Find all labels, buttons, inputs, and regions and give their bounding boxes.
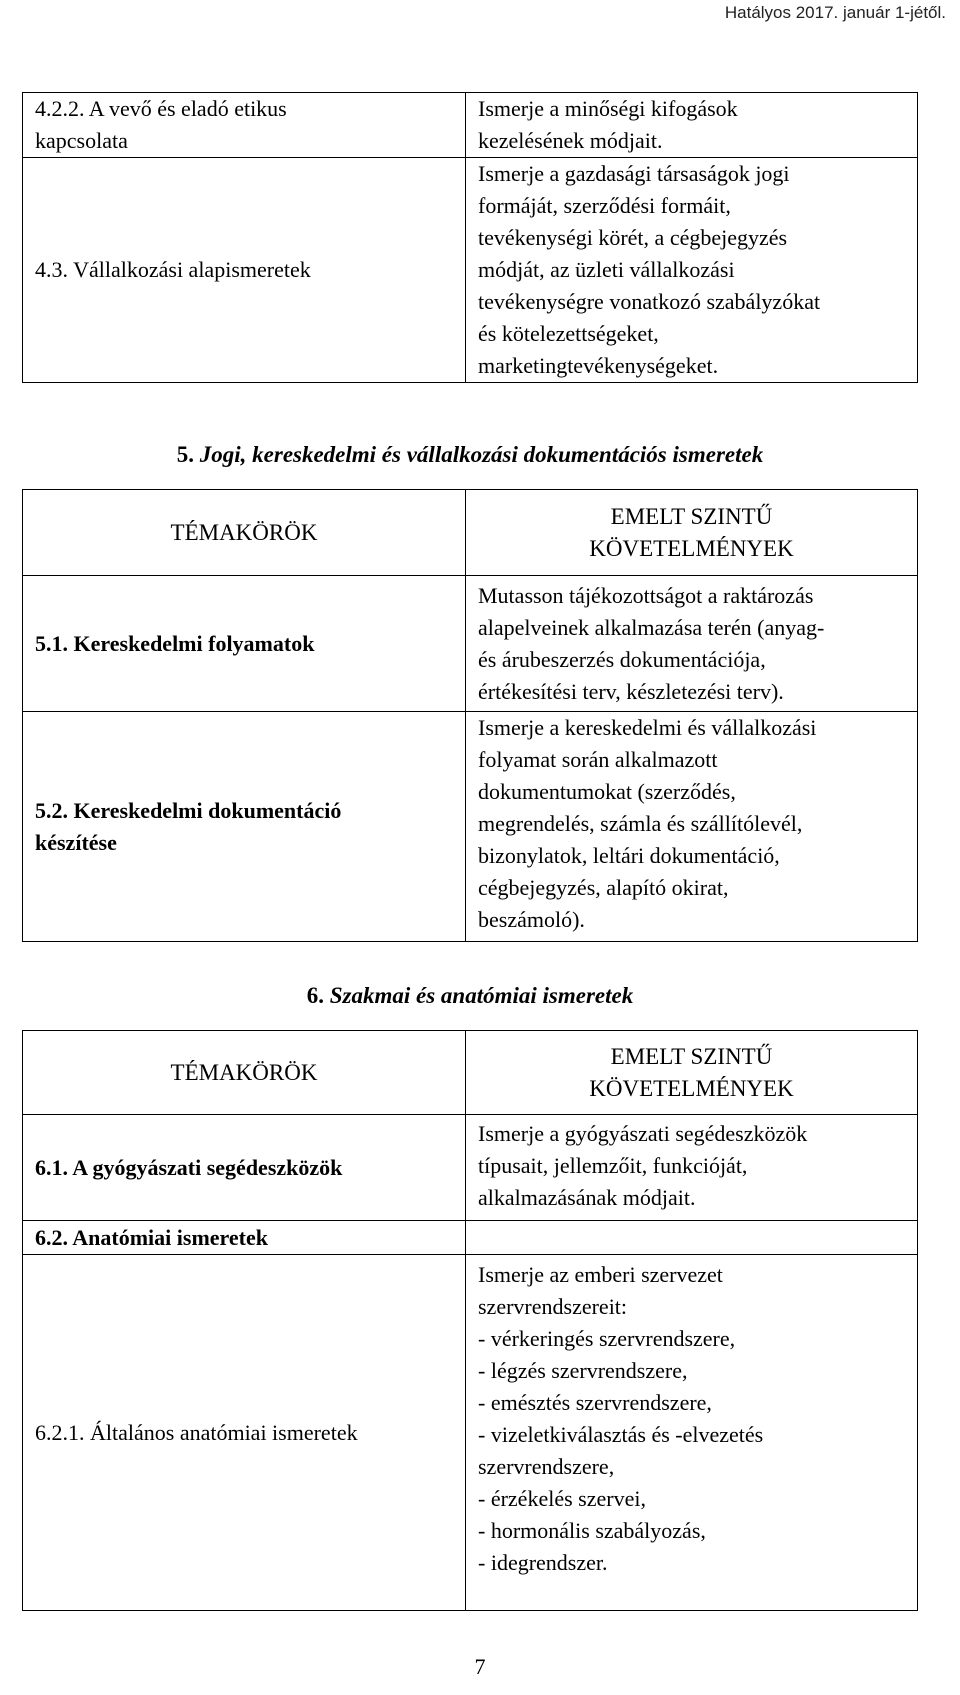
- topic-line: készítése: [35, 829, 117, 855]
- requirement-line: - hormonális szabályozás,: [478, 1518, 706, 1543]
- effective-date-header: Hatályos 2017. január 1-jétől.: [724, 3, 946, 22]
- requirement-cell: [466, 93, 918, 158]
- requirement-line: tevékenységi körét, a cégbejegyzés: [478, 225, 788, 250]
- requirement-cell: [466, 1255, 918, 1611]
- topic-cell: [23, 1255, 466, 1611]
- topic-line: kapcsolata: [35, 128, 128, 153]
- requirement-cell: [466, 576, 918, 712]
- topic-line: 5.1. Kereskedelmi folyamatok: [35, 630, 315, 656]
- requirement-line: marketingtevékenységeket.: [478, 353, 719, 378]
- section6-number: 6.: [306, 983, 324, 1008]
- requirement-line: - légzés szervrendszere,: [478, 1358, 688, 1383]
- requirement-line: szervrendszereit:: [478, 1294, 628, 1319]
- table-row: [23, 93, 918, 158]
- requirement-line: megrendelés, számla és szállítólevél,: [478, 811, 803, 836]
- header-line: KÖVETELMÉNYEK: [589, 1075, 794, 1101]
- topic-cell: [23, 576, 466, 712]
- topic-line: 6.2.1. Általános anatómiai ismeretek: [35, 1419, 358, 1445]
- table-row: [23, 712, 918, 942]
- requirement-cell: [466, 158, 918, 383]
- topic-cell: [23, 1221, 466, 1255]
- requirement-line: Ismerje a gazdasági társaságok jogi: [478, 161, 790, 186]
- requirement-line: cégbejegyzés, alapító okirat,: [478, 875, 729, 900]
- header-line: EMELT SZINTŰ: [610, 503, 773, 529]
- requirement-line: folyamat során alkalmazott: [478, 747, 718, 772]
- requirement-cell: [466, 712, 918, 942]
- requirement-line: értékesítési terv, készletezési terv).: [478, 679, 784, 704]
- requirement-line: - érzékelés szervei,: [478, 1486, 646, 1511]
- header-line: EMELT SZINTŰ: [610, 1043, 773, 1069]
- requirement-line: alapelveinek alkalmazása terén (anyag-: [478, 615, 825, 640]
- topic-cell: [23, 1115, 466, 1221]
- table-row: [23, 576, 918, 712]
- topic-cell: [23, 712, 466, 942]
- requirement-line: beszámoló).: [478, 907, 585, 932]
- requirement-line: típusait, jellemzőit, funkcióját,: [478, 1153, 748, 1178]
- section5-title-text: Jogi, kereskedelmi és vállalkozási dokumentációs ismeretek: [199, 442, 764, 467]
- requirement-line: bizonylatok, leltári dokumentáció,: [478, 843, 780, 868]
- section6-title-text: Szakmai és anatómiai ismeretek: [329, 983, 634, 1008]
- table-row: [23, 1255, 918, 1611]
- section5-title: [22, 439, 918, 471]
- page-number: 7: [474, 1654, 486, 1679]
- section6-table: [22, 1030, 918, 1611]
- requirement-line: Ismerje a minőségi kifogások: [478, 96, 738, 121]
- section5-number: 5.: [176, 442, 195, 467]
- section5-table: [22, 489, 918, 942]
- section6-title: [22, 980, 918, 1012]
- requirement-line: Ismerje a gyógyászati segédeszközök: [478, 1121, 808, 1146]
- requirement-line: módját, az üzleti vállalkozási: [478, 257, 735, 282]
- column-header-topics: TÉMAKÖRÖK: [23, 1031, 466, 1115]
- table-row: [23, 1115, 918, 1221]
- requirement-cell: [466, 1115, 918, 1221]
- column-header-topics: TÉMAKÖRÖK: [23, 490, 466, 576]
- requirement-line: formáját, szerződési formáit,: [478, 193, 731, 218]
- topic-line: 6.2. Anatómiai ismeretek: [35, 1224, 269, 1250]
- requirement-line: és árubeszerzés dokumentációja,: [478, 647, 766, 672]
- requirement-line: - vérkeringés szervrendszere,: [478, 1326, 736, 1351]
- table-header-row: [23, 1031, 918, 1115]
- column-header-requirements: [466, 1031, 918, 1115]
- requirement-cell: [466, 1221, 918, 1255]
- requirement-line: alkalmazásának módjait.: [478, 1185, 696, 1210]
- header-line: KÖVETELMÉNYEK: [589, 535, 794, 561]
- column-header-requirements: [466, 490, 918, 576]
- table-row: [23, 158, 918, 383]
- topic-line: 4.2.2. A vevő és eladó etikus: [35, 96, 287, 121]
- topic-line: 6.1. A gyógyászati segédeszközök: [35, 1154, 343, 1180]
- topic-line: 5.2. Kereskedelmi dokumentáció: [35, 797, 342, 823]
- requirement-line: - idegrendszer.: [478, 1550, 608, 1575]
- requirement-line: - vizeletkiválasztás és -elvezetés: [478, 1422, 764, 1447]
- requirement-line: Mutasson tájékozottságot a raktározás: [478, 583, 814, 608]
- table-header-row: [23, 490, 918, 576]
- table-row: [23, 1221, 918, 1255]
- topic-cell: [23, 93, 466, 158]
- section4-table: [22, 92, 918, 383]
- requirement-line: tevékenységre vonatkozó szabályzókat: [478, 289, 821, 314]
- requirement-line: dokumentumokat (szerződés,: [478, 779, 736, 804]
- requirement-line: Ismerje az emberi szervezet: [478, 1262, 723, 1287]
- topic-cell: [23, 158, 466, 383]
- requirement-line: kezelésének módjait.: [478, 128, 663, 153]
- topic-line: 4.3. Vállalkozási alapismeretek: [35, 257, 311, 282]
- requirement-line: szervrendszere,: [478, 1454, 615, 1479]
- requirement-line: Ismerje a kereskedelmi és vállalkozási: [478, 715, 817, 740]
- requirement-line: és kötelezettségeket,: [478, 321, 659, 346]
- requirement-line: - emésztés szervrendszere,: [478, 1390, 712, 1415]
